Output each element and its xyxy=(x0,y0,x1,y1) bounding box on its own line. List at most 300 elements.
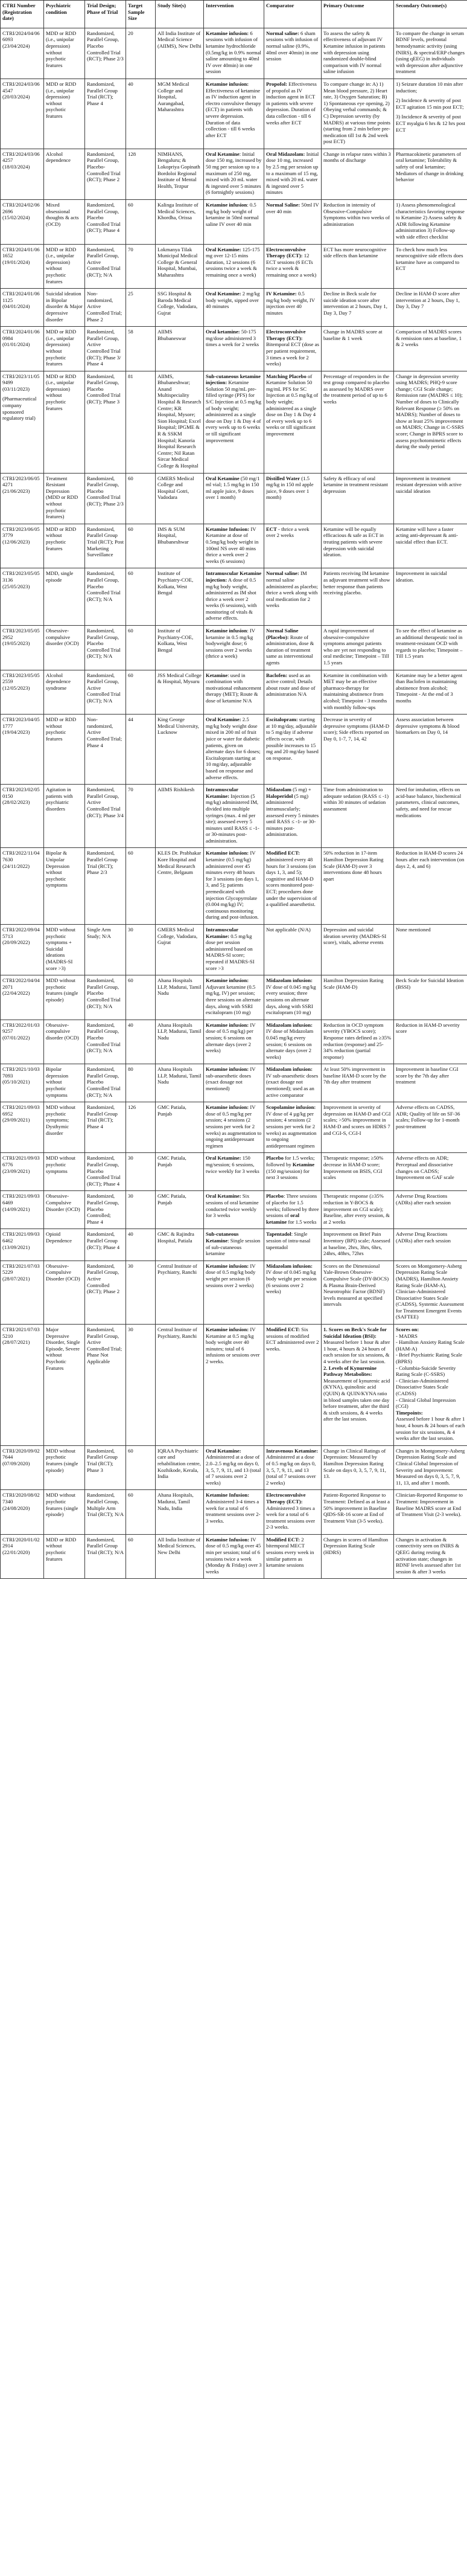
cell-text: Administered 3 times a week for a total of 6 treatment sessions over 2-3 weeks. xyxy=(266,1505,316,1531)
bold-label: Midazolam xyxy=(266,786,291,793)
trial-design-cell: Single Arm Study; N/A xyxy=(85,925,126,975)
ctri-number-cell xyxy=(1,1534,44,1579)
ctri-number-cell xyxy=(1,670,44,715)
psychiatric-condition-cell: MDD or RDD (i.e., unipolar depression) without psychotic features xyxy=(44,79,85,149)
intervention-cell xyxy=(204,524,264,568)
bold-label: Tapentadol xyxy=(266,1231,291,1238)
comparator-cell xyxy=(264,1534,322,1579)
psychiatric-condition-cell: MDD, single episode xyxy=(44,568,85,626)
comparator-cell xyxy=(264,79,322,149)
sample-size-cell: 60 xyxy=(126,848,156,925)
bold-label: Ketamine infusion: xyxy=(206,80,249,87)
psychiatric-condition-cell: MDD or RDD (i.e., unipolar depression) without psychotic features xyxy=(44,244,85,289)
cell-text: - thrice a week over 2 weeks xyxy=(266,525,310,539)
comparator-cell xyxy=(264,1325,322,1446)
secondary-outcome-cell: Reduction in HAM-D scores 24 hours after each intervention (on days 2, 4, and 6) xyxy=(394,848,467,925)
bold-label: Ketamine Infusion: xyxy=(206,1536,250,1543)
bold-label: Modified ECT: xyxy=(266,1536,300,1543)
study-site-cell: IQRAA Psychiatric care and rehabilitation centre, Kozhikode, Kerala, India xyxy=(156,1445,204,1490)
ctri-number-cell xyxy=(1,1229,44,1261)
primary-outcome-cell: Reduction in intensity of Obsessive-Compulsive Symptoms within two weeks of administration xyxy=(322,200,394,245)
sample-size-cell: 128 xyxy=(126,149,156,199)
bold-label: Midazolam infusion: xyxy=(266,977,313,984)
table-row xyxy=(1,925,467,975)
ctri-number: CTRI/2023/06/053779 xyxy=(2,525,40,539)
ctri-number: CTRI/2021/07/035210 xyxy=(2,1326,40,1339)
registration-date: (19/04/2023) xyxy=(2,729,30,736)
comparator-cell xyxy=(264,626,322,670)
ctri-number: CTRI/2023/05/052952 xyxy=(2,628,40,640)
cell-text: : used in combination with motivational enhancement therapy (MET); Route & dose of ketamine N/A xyxy=(206,672,261,704)
primary-outcome-cell: To compare change in: A) 1) Mean blood pressure, 2) Heart rate, 3) Oxygen Saturation; B) 1) Spontaneous eye opening, 2) Obeying verbal commands; & C) Depression severity (by MADRS) at various time points (starting from 2 min before pre-medication till 1st & 2nd week post ECT) xyxy=(322,79,394,149)
ctri-number-cell xyxy=(1,568,44,626)
registration-date: (28/07/2021) xyxy=(2,1339,30,1346)
registration-date: (04/01/2024) xyxy=(2,303,30,310)
table-row xyxy=(1,1534,467,1579)
secondary-outcome-cell xyxy=(394,1325,467,1446)
registration-date: (28/07/2021) xyxy=(2,1275,30,1282)
bold-label: Oral Ketamine: xyxy=(206,1193,241,1200)
bold-label: Ketamine xyxy=(206,672,228,678)
primary-outcome-cell: Change in relapse rates within 3 months of discharge xyxy=(322,149,394,199)
ctri-number: CTRI/2023/04/051777 xyxy=(2,716,40,729)
registration-date: (05/10/2021) xyxy=(2,1079,30,1085)
bold-label: Normal saline: xyxy=(266,30,299,36)
comparator-cell xyxy=(264,28,322,79)
cell-text: 2 bitemporal MECT sessions every week in similar pattern as ketamine sessions xyxy=(266,1536,314,1569)
sample-size-cell: 60 xyxy=(126,670,156,715)
intervention-cell xyxy=(204,848,264,925)
registration-date: (29/09/2021) xyxy=(2,1117,30,1123)
comparator-cell xyxy=(264,1445,322,1490)
registration-date: (23/04/2024) xyxy=(2,42,30,49)
ctri-number: CTRI/2020/08/027340 xyxy=(2,1492,40,1505)
bold-label: Modified ECT: xyxy=(266,1326,300,1333)
bold-label: Baclofen: xyxy=(266,672,288,678)
trial-design-cell: Randomized, Parallel Group, Active Controlled Trial (RCT); N/A xyxy=(85,244,126,289)
bold-label: Placebo xyxy=(266,1193,284,1200)
primary-outcome-cell: Reduction in OCD symptom severity (YBOCS score); Response rates defined as ≥35% reduction (response) and 25-34% reduction (partial response) xyxy=(322,1020,394,1064)
bold-label: Haloperidol xyxy=(266,792,293,799)
bold-label: Midazolam infusion: xyxy=(266,1066,313,1073)
intervention-cell xyxy=(204,1020,264,1064)
cell-text: administered every 48 hours for 3 sessions (on days 1, 3, and 5); cognitive and HAM-D scores monitored post-ECT; procedures done under the supervision of a qualified anaesthetist. xyxy=(266,856,317,908)
bold-label: Scopolamine infusion: xyxy=(266,1104,316,1111)
psychiatric-condition-cell: MDD without psychotic symptoms; Dysthymic disorder xyxy=(44,1102,85,1153)
cell-text: 0.5 mg/kg body weight, IV injection over 40 minutes xyxy=(266,291,315,316)
cell-text: A dose of 0.5 mg/kg body weight, administered as IM shot thrice a week over 2 weeks (6 sessions), with monitoring of vitals & adverse effects. xyxy=(206,576,257,622)
ctri-number: CTRI/2020/09/027644 xyxy=(2,1447,40,1460)
secondary-outcome-cell: Improvement in baseline CGI score by the 7th day after treatment xyxy=(394,1064,467,1102)
bold-label: Oral Midazolam: xyxy=(266,150,305,157)
cell-text: : 0.5 mg/kg body weight of ketamine in 50ml normal saline IV over 40 min xyxy=(206,202,259,227)
trial-design-cell: Randomized, Parallel Group, Active Controlled Trial (RCT); N/A xyxy=(85,670,126,715)
secondary-outcome-cell: To check how much less neurocognitive side effects does ketamine have as compared to ECT xyxy=(394,244,467,289)
sample-size-cell: 30 xyxy=(126,1325,156,1446)
trial-design-cell: Randomized, Parallel Group, Placebo Controlled Trial (RCT); Phase 3 xyxy=(85,371,126,473)
cell-text: 1) Seizure duration 10 min after induction; xyxy=(396,80,463,94)
study-site-cell: GMC Patiala, Punjab xyxy=(156,1102,204,1153)
registration-date: (24/08/2020) xyxy=(2,1505,30,1511)
psychiatric-condition-cell: Bipolar depression without psychotic symptoms xyxy=(44,1064,85,1102)
table-row xyxy=(1,1102,467,1153)
cell-text: - Clinical Global Impression (CGI) xyxy=(396,1396,456,1410)
bold-label: Distilled Water xyxy=(266,475,300,481)
ctri-number-cell xyxy=(1,785,44,848)
comparator-cell xyxy=(264,1191,322,1229)
trial-design-cell: Randomized, Parallel Group, Placebo Controlled Trial (RCT); Phase 4 xyxy=(85,200,126,245)
study-site-cell: Institute of Psychiatry-COE, Kolkata, West Bengal xyxy=(156,568,204,626)
trial-design-cell: Randomized, Parallel Group, Active Controlled (RCT); Phase 2 xyxy=(85,1261,126,1324)
intervention-cell xyxy=(204,1325,264,1446)
bold-label: Midazolam infusion: xyxy=(266,1021,313,1028)
cell-text: 2) Incidence & severity of post ECT agitation 15 min post ECT; xyxy=(396,97,464,110)
ctri-number-cell xyxy=(1,975,44,1020)
cell-text: IV dose of 0.5 mg/kg over 45 min per session; total of 6 sessions twice a week (Monday & Friday) over 3 weeks xyxy=(206,1536,262,1575)
header-trial-design: Trial Design; Phase of Trial xyxy=(85,1,126,28)
trial-design-cell: Randomized, Parallel Group, Placebo Controlled Trial (RCT); N/A xyxy=(85,626,126,670)
intervention-cell xyxy=(204,1229,264,1261)
sample-size-cell: 70 xyxy=(126,785,156,848)
psychiatric-condition-cell: Obsessive-Compulsive Disorder (OCD) xyxy=(44,1191,85,1229)
bold-label: oral ketamine xyxy=(266,1212,300,1225)
cell-text: starting at 10 mg/day, adjustable to 5 mg/day if adverse effects occur, with possible increases to 15 mg and 20 mg/day based on response. xyxy=(266,716,319,761)
comparator-cell xyxy=(264,568,322,626)
table-row xyxy=(1,289,467,327)
intervention-cell xyxy=(204,670,264,715)
registration-date: (07/01/2022) xyxy=(2,1034,30,1041)
ctri-number-cell xyxy=(1,925,44,975)
cell-text: for 1.5 weeks; followed by xyxy=(266,1155,315,1168)
bold-label: Escitalopram: xyxy=(266,716,298,723)
intervention-cell xyxy=(204,244,264,289)
ctri-number-cell xyxy=(1,848,44,925)
header-sample-size: Target Sample Size xyxy=(126,1,156,28)
registration-date: (19/05/2023) xyxy=(2,640,30,647)
bold-label: Intramuscular Ketamine: xyxy=(206,927,238,939)
header-intervention: Intervention xyxy=(204,1,264,28)
ctri-number: CTRI/2022/09/045713 xyxy=(2,927,40,939)
trial-design-cell: Randomized, Parallel Group, Active Controlled Trial (RCT); Phase 3/ Phase 4 xyxy=(85,327,126,371)
sample-size-cell: 58 xyxy=(126,327,156,371)
bold-label: Intramuscular Ketamine: xyxy=(206,786,238,799)
psychiatric-condition-cell: Bipolar & Unipolar Depression without psychotic symptoms xyxy=(44,848,85,925)
primary-outcome-cell: Patients receiving IM ketamine as adjuvant treatment will show better response than patients receiving placebo. xyxy=(322,568,394,626)
registration-date: (19/01/2024) xyxy=(2,259,30,265)
intervention-cell xyxy=(204,1534,264,1579)
intervention-cell xyxy=(204,200,264,245)
primary-outcome-cell: Patient-Reported Response to Treatment: Defined as at least a 50% improvement in Baseline QIDS-SR-16 score at End of Treatment Visit (3-5 weeks). xyxy=(322,1490,394,1535)
intervention-cell xyxy=(204,1102,264,1153)
trial-design-cell: Non-randomized, Active Controlled Trial; Phase 2 xyxy=(85,289,126,327)
comparator-cell xyxy=(264,670,322,715)
bold-label: Intramuscular Ketamine injection: xyxy=(206,570,262,583)
secondary-outcome-cell: Adverse effects on ADR; Perceptual and dissociative changes on CADSS; Improvement on GAF scale xyxy=(394,1153,467,1191)
ctri-number-cell xyxy=(1,371,44,473)
secondary-outcome-cell: Reduction in HAM-D severity score xyxy=(394,1020,467,1064)
psychiatric-condition-cell: MDD or RDD (i.e., unipolar depression) without psychotic features xyxy=(44,371,85,473)
ctri-number: CTRI/2021/09/036952 xyxy=(2,1104,40,1117)
comparator-cell xyxy=(264,244,322,289)
secondary-outcome-cell: Assess association between depressive symptoms & blood biomarkers on Day 0, 14 xyxy=(394,715,467,785)
bold-label: Intravenous Ketamine: xyxy=(266,1447,319,1454)
intervention-cell xyxy=(204,975,264,1020)
trial-design-cell: Randomized, Parallel Group, Placebo Controlled Trial (RCT); N/A xyxy=(85,975,126,1020)
comparator-cell xyxy=(264,975,322,1020)
secondary-outcome-cell: Decline in HAM-D score after intervention at 2 hours, Day 1, Day 3, Day 7 xyxy=(394,289,467,327)
trial-design-cell: Randomized, Parallel Group Trial (RCT); Phase 4 xyxy=(85,79,126,149)
intervention-cell xyxy=(204,327,264,371)
primary-outcome-cell: Scores on the Dimensional Yale-Brown Obsessive-Compulsive Scale (DY-BOCS) & Plasma Brain-Derived Neurotrophic Factor (BDNF) levels measured at specified intervals xyxy=(322,1261,394,1324)
trial-design-cell: Randomized, Parallel Group, Placebo Controlled; Phase 4 xyxy=(85,1191,126,1229)
trial-design-cell: Randomized, Parallel Group, Placebo Controlled Trial (RCT); Phase 4 xyxy=(85,1153,126,1191)
header-study-sites: Study Site(s) xyxy=(156,1,204,28)
primary-outcome-cell: Safety & efficacy of oral ketamine in treatment resistant depression xyxy=(322,473,394,524)
cell-text: 125-175 mg over 12-15 mins duration, 12 sessions (6 sessions twice a week & remaining once a week) xyxy=(206,246,260,278)
trial-design-cell: Randomized, Parallel Group Trial (RCT); Phase 4 xyxy=(85,1102,126,1153)
cell-text: Measured before 1 hour & after 1 hour, 4 hours & 24 hours of each session for six sessions, & 4 weeks after the last session. xyxy=(323,1339,390,1365)
cell-text: Administered 3-4 times a week for a total of 6 treatment sessions over 2-3 weeks. xyxy=(206,1498,261,1524)
bold-label: Sub-cutaneous ketamine injection: xyxy=(206,373,261,386)
bold-label: Modified ECT: xyxy=(266,850,300,856)
intervention-cell xyxy=(204,715,264,785)
primary-outcome-cell: Hamilton Depression Rating Scale (HAM-D) xyxy=(322,975,394,1020)
cell-text: (150 mg/session) for next 3 sessions xyxy=(266,1168,310,1181)
psychiatric-condition-cell: Opioid Dependence xyxy=(44,1229,85,1261)
registration-date: (20/03/2024) xyxy=(2,94,30,100)
header-primary-outcome: Primary Outcome xyxy=(322,1,394,28)
cell-text: IV dose of 0.045 mg/kg body weight per session (6 sessions over 2 weeks) xyxy=(266,1269,317,1295)
bold-label: 2. Levels of Kynurenine Pathway Metabolites: xyxy=(323,1364,377,1378)
registration-date: (28/02/2023) xyxy=(2,799,30,806)
trial-design-cell: Randomized, Parallel Group Trial (RCT); Phase 2/3 xyxy=(85,848,126,925)
intervention-cell xyxy=(204,1191,264,1229)
primary-outcome-cell: Percentage of responders in the test group compared to placebo as assessed by MADRS over the treatment period of up to 6 weeks xyxy=(322,371,394,473)
bold-label: Oral ketamine: xyxy=(206,329,240,335)
psychiatric-condition-cell: MDD or RDD without psychotic features xyxy=(44,715,85,785)
registration-date: (15/02/2024) xyxy=(2,214,30,221)
intervention-cell xyxy=(204,1153,264,1191)
cell-text: 6 sham sessions with infusion of normal saline (0.9%, 40ml over 40min) in one session xyxy=(266,30,319,62)
bold-label: Timepoints: xyxy=(396,1409,423,1416)
table-row xyxy=(1,244,467,289)
secondary-outcome-cell: Need for intubation, effects on acid-base balance, biochemical parameters, clinical outcomes, safety, and need for rescue medications xyxy=(394,785,467,848)
sample-size-cell: 44 xyxy=(126,715,156,785)
ctri-number: CTRI/2021/09/036469 xyxy=(2,1193,40,1206)
study-site-cell: SSG Hospital & Baroda Medical College, Vadodara, Gujrat xyxy=(156,289,204,327)
psychiatric-condition-cell: Obsessive-compulsive disorder (OCD) xyxy=(44,626,85,670)
sample-size-cell: 60 xyxy=(126,473,156,524)
ctri-number: CTRI/2024/01/061125 xyxy=(2,291,40,303)
primary-outcome-cell: Ketamine in combination with MET may be an effective pharmaco-therapy for maintaining abstinence from alcohol; Timepoint - 3 months with monthly follow-ups xyxy=(322,670,394,715)
comparator-cell xyxy=(264,473,322,524)
psychiatric-condition-cell: MDD without psychotic features (single episode) xyxy=(44,1445,85,1490)
registration-date: (20/09/2022) xyxy=(2,939,30,946)
sample-size-cell: 60 xyxy=(126,524,156,568)
trial-design-cell: Randomized, Parallel Group, Active Controlled Trial (RCT); Phase 3/4 xyxy=(85,785,126,848)
bold-label: Normal saline: xyxy=(266,570,299,577)
cell-text: Effectiveness of propofol as IV induction agent in ECT in patients with severe depression. Duration of data collection - till 6 weeks after ECT xyxy=(266,80,317,126)
secondary-outcome-cell: Clinician-Reported Response to Treatment: Improvement in Baseline MADRS score at End of Treatment Visit (2-3 weeks). xyxy=(394,1490,467,1535)
study-site-cell: JSS Medical College & Hospital, Mysuru xyxy=(156,670,204,715)
table-body xyxy=(1,28,467,1579)
sample-size-cell: 30 xyxy=(126,925,156,975)
comparator-cell xyxy=(264,289,322,327)
cell-text: - Columbia-Suicide Severity Rating Scale (C-SSRS) xyxy=(396,1364,456,1378)
psychiatric-condition-cell: MDD without psychotic symptoms xyxy=(44,1153,85,1191)
psychiatric-condition-cell: Obsessive-Compulsive Disorder (OCD) xyxy=(44,1261,85,1324)
study-site-cell: Kalinga Institute of Medical Sciences, Khordha, Orissa xyxy=(156,200,204,245)
trial-design-cell: Randomized, Parallel Group, Placebo Controlled Trial (RCT); Phase 2/3 xyxy=(85,28,126,79)
intervention-cell xyxy=(204,1261,264,1324)
bold-label: Normal Saline (Placebo): xyxy=(266,628,299,640)
ctri-number-cell xyxy=(1,244,44,289)
cell-text: IV dose of 4 µg/kg per session; 4 sessions (2 sessions per week for 2 weeks) as augmentation to ongoing antidepressant regimen xyxy=(266,1110,317,1149)
table-row xyxy=(1,28,467,79)
cell-text: : Single session of sub-cutaneous ketamine xyxy=(206,1237,261,1257)
bold-label: Ketamine infusion: xyxy=(206,1066,249,1073)
cell-text: Administered at a dose of 0.5 mg/kg on days 0, 3, 5, 7, 9, 11, and 13 (total of 7 sessions over 2 weeks) xyxy=(266,1454,316,1486)
header-ctri-number: CTRI Number (Registration date) xyxy=(1,1,44,28)
ctri-number-cell xyxy=(1,473,44,524)
bold-label: Ketamine infusion: xyxy=(206,30,249,36)
cell-text: 0.5 mg/kg dose per session administered based on MADRS-SI score; repeated if MADRS-SI score >3 xyxy=(206,933,255,971)
ctri-number-cell xyxy=(1,1261,44,1324)
table-row xyxy=(1,149,467,199)
bold-label: Ketamine Infusion: xyxy=(206,1492,250,1498)
primary-outcome-cell: Improvement in severity of depression on HAM-D and CGI scales; >50% improvement in HAM-D and scores on HDRS 7 and CGI-S, CGI-I xyxy=(322,1102,394,1153)
ctri-number: CTRI/2022/04/042071 xyxy=(2,977,40,990)
bold-label: Ketamine xyxy=(292,1161,315,1168)
cell-text: Effectiveness of ketamine as IV induction agent in electro convulsive therapy (ECT) in patients with severe depression. Duration of data collection - till 6 weeks after ECT xyxy=(206,87,261,138)
bold-label: Electroconvulsive Therapy (ECT): xyxy=(266,329,306,341)
bold-label: Oral Ketamine: xyxy=(206,1447,241,1454)
ctri-number-cell xyxy=(1,1325,44,1446)
intervention-cell xyxy=(204,473,264,524)
secondary-outcome-cell: Ketamine may be a better agent than Baclofen in maintaining abstinence from alcohol; Timepoint - At the end of 3 months xyxy=(394,670,467,715)
cell-text: (50 mg/1 ml vial; 1.5 mg/kg in 150 ml apple juice, 9 doses over 1 month) xyxy=(206,475,260,501)
study-site-cell: All India Institute of Medical Science (AIIMS), New Delhi xyxy=(156,28,204,79)
cell-text: - Clinician-Administered Dissociative States Scale (CADSS) xyxy=(396,1377,449,1396)
ctri-number: CTRI/2024/04/066093 xyxy=(2,30,40,43)
secondary-outcome-cell: Improvement in suicidal ideation. xyxy=(394,568,467,626)
primary-outcome-cell: Therapeutic response (≥35% reduction in Y-BOCS & improvement on CGI scale); Baseline, after every session, & at 2 weeks xyxy=(322,1191,394,1229)
sample-size-cell: 126 xyxy=(126,1102,156,1153)
study-site-cell: IMS & SUM Hospital, Bhubaneshwar xyxy=(156,524,204,568)
cell-text: of Ketamine Solution 50 mg/mL PFS for SC Injection at 0.5 mg/kg of body weight; administered as a single dose on Day 1 & Day 4 of every week up to 6 weeks or till significant improvement xyxy=(266,373,319,437)
study-site-cell: Ahana Hospitals LLP, Madurai, Tamil Nadu xyxy=(156,1064,204,1102)
sample-size-cell: 60 xyxy=(126,975,156,1020)
bold-label: Electroconvulsive Therapy (ECT): xyxy=(266,1492,306,1505)
trial-design-cell: Randomized, Parallel Group (RCT); Phase 4 xyxy=(85,1229,126,1261)
comparator-cell xyxy=(264,785,322,848)
sample-size-cell: 60 xyxy=(126,626,156,670)
cell-text: Route of administration, dose & duration of treatment same as interventional agents xyxy=(266,634,314,666)
cell-text: Measurement of kynurenic acid (KYNA), quinolinic acid (QUIN) & QUIN/KYNA ratio in blood samples taken one day before treatment, after the third & sixth sessions, & 4 weeks after the last session. xyxy=(323,1377,390,1422)
table-row xyxy=(1,1261,467,1324)
intervention-cell xyxy=(204,1445,264,1490)
sample-size-cell: 81 xyxy=(126,371,156,473)
psychiatric-condition-cell: MDD without psychotic symptoms + Suicidal ideations (MADRS-SI score >3) xyxy=(44,925,85,975)
secondary-outcome-cell: Beck Scale for Suicidal Ideation (BSSI) xyxy=(394,975,467,1020)
sample-size-cell: 60 xyxy=(126,1445,156,1490)
registration-date: (18/03/2024) xyxy=(2,164,30,170)
comparator-cell xyxy=(264,371,322,473)
bold-label: Electroconvulsive Therapy (ECT): xyxy=(266,246,306,259)
registration-date: (22/04/2022) xyxy=(2,990,30,997)
comparator-cell xyxy=(264,327,322,371)
secondary-outcome-cell: None mentioned xyxy=(394,925,467,975)
intervention-cell xyxy=(204,28,264,79)
trial-design-cell: Randomized, Parallel Group, Placebo-Controlled Trial (RCT); Phase 2 xyxy=(85,149,126,199)
table-row xyxy=(1,79,467,149)
comparator-cell xyxy=(264,1153,322,1191)
cell-text: IV dose of 0.5 mg/kg) per session; 6 sessions on alternate days (over 2 weeks) xyxy=(206,1021,256,1054)
comparator-cell xyxy=(264,149,322,199)
cell-text: Six sessions of modified ECT administered over 2 weeks. xyxy=(266,1326,319,1352)
bold-label: Oral Ketamine: xyxy=(206,291,241,297)
cell-text: 150 mg/session; 6 sessions, twice weekly for 3 weeks xyxy=(206,1155,259,1174)
trial-note: (Pharmaceutical company sponsored regulatory trial) xyxy=(2,396,37,422)
bold-label: Ketamine infusion: xyxy=(206,1262,249,1269)
cell-text: IV sub-anaesthetic doses (exact dosage not mentioned) xyxy=(206,1066,256,1092)
psychiatric-condition-cell: MDD without psychotic features (single episode) xyxy=(44,1490,85,1535)
secondary-outcome-cell: Adverse Drug Reactions (ADRs) after each session xyxy=(394,1191,467,1229)
table-row xyxy=(1,1153,467,1191)
bold-label: Oral Ketamine xyxy=(206,150,240,157)
primary-outcome-cell xyxy=(322,1325,394,1446)
bold-label: Sub-cutaneous Ketamine xyxy=(206,1231,239,1244)
study-site-cell: GMERS Medical College, Vadodara, Gujrat xyxy=(156,925,204,975)
sample-size-cell: 30 xyxy=(126,1191,156,1229)
study-site-cell: GMC Patiala, Punjab xyxy=(156,1153,204,1191)
bold-label: Ketamine infusion: xyxy=(206,1021,249,1028)
study-site-cell: Institute of Psychiatry-COE, Kolkata, West Bengal xyxy=(156,626,204,670)
cell-text: (1.5 mg/kg in 150 ml apple juice, 9 doses over 1 month) xyxy=(266,475,314,501)
psychiatric-condition-cell: MDD or RDD without psychotic features xyxy=(44,524,85,568)
cell-text: IV Ketamine at dose of 0.5mg/kg body weight in 100ml NS over 40 mins thrice a week over 2 weeks (6 sessions) xyxy=(206,525,259,564)
table-row xyxy=(1,1020,467,1064)
psychiatric-condition-cell: MDD or RDD (i.e., unipolar depression) without psychotic features xyxy=(44,327,85,371)
trial-design-cell: Randomized, Parallel Group, Placebo Controlled Trial (RCT); N/A xyxy=(85,568,126,626)
ctri-number: CTRI/2022/11/047630 xyxy=(2,850,40,863)
registration-date: (23/09/2021) xyxy=(2,1168,30,1174)
ctri-number-cell xyxy=(1,1191,44,1229)
registration-date: (01/01/2024) xyxy=(2,341,30,348)
ctri-number: CTRI/2023/05/052559 xyxy=(2,672,40,685)
sample-size-cell: 30 xyxy=(126,1261,156,1324)
cell-text: 6 sessions with infusion of ketamine hydrochloride (0.5mg/kg in 0.9% normal saline amounting to 40ml IV over 40min) in one session xyxy=(206,30,261,75)
trial-design-cell: Randomized, Parallel Group Trial (RCT); Post Marketing Surveillance xyxy=(85,524,126,568)
cell-text: : IV ketamine in 0.5 mg/kg bodyweight dose; 6 sessions over 2 weeks (thrice a week) xyxy=(206,628,255,660)
bold-label: Oral Ketamine: xyxy=(206,716,241,723)
bold-label: Oral Ketamine: xyxy=(206,246,241,252)
table-row xyxy=(1,524,467,568)
comparator-cell xyxy=(264,1064,322,1102)
primary-outcome-cell: Depression and suicidal ideation severity (MADRS-SI score), vitals, adverse events xyxy=(322,925,394,975)
trial-design-cell: Randomized, Parallel Group, Multiple Arm Trial (RCT); N/A xyxy=(85,1490,126,1535)
trial-design-cell: Randomized, Parallel Group, Active Controlled Trial; Phase Not Applicable xyxy=(85,1325,126,1446)
ctri-number-cell xyxy=(1,1490,44,1535)
bold-label: Ketamine infusion xyxy=(206,202,247,208)
secondary-outcome-cell: Ketamine will have a faster acting anti-depressant & anti-suicidal effect than ECT. xyxy=(394,524,467,568)
sample-size-cell: 30 xyxy=(126,1153,156,1191)
psychiatric-condition-cell: MDD without psychotic features (single episode) xyxy=(44,975,85,1020)
secondary-outcome-cell: Adverse effects on CADSS, ADR; Quality of life on SF-36 scales; Follow-up for 1-month post-treatment xyxy=(394,1102,467,1153)
registration-date: (24/11/2022) xyxy=(2,862,30,869)
psychiatric-condition-cell: Suicidal ideation in Bipolar disorder & Major depressive disorder xyxy=(44,289,85,327)
bold-label: 1. Scores on Beck's Scale for Suicidal Ideation (BSI): xyxy=(323,1326,387,1339)
